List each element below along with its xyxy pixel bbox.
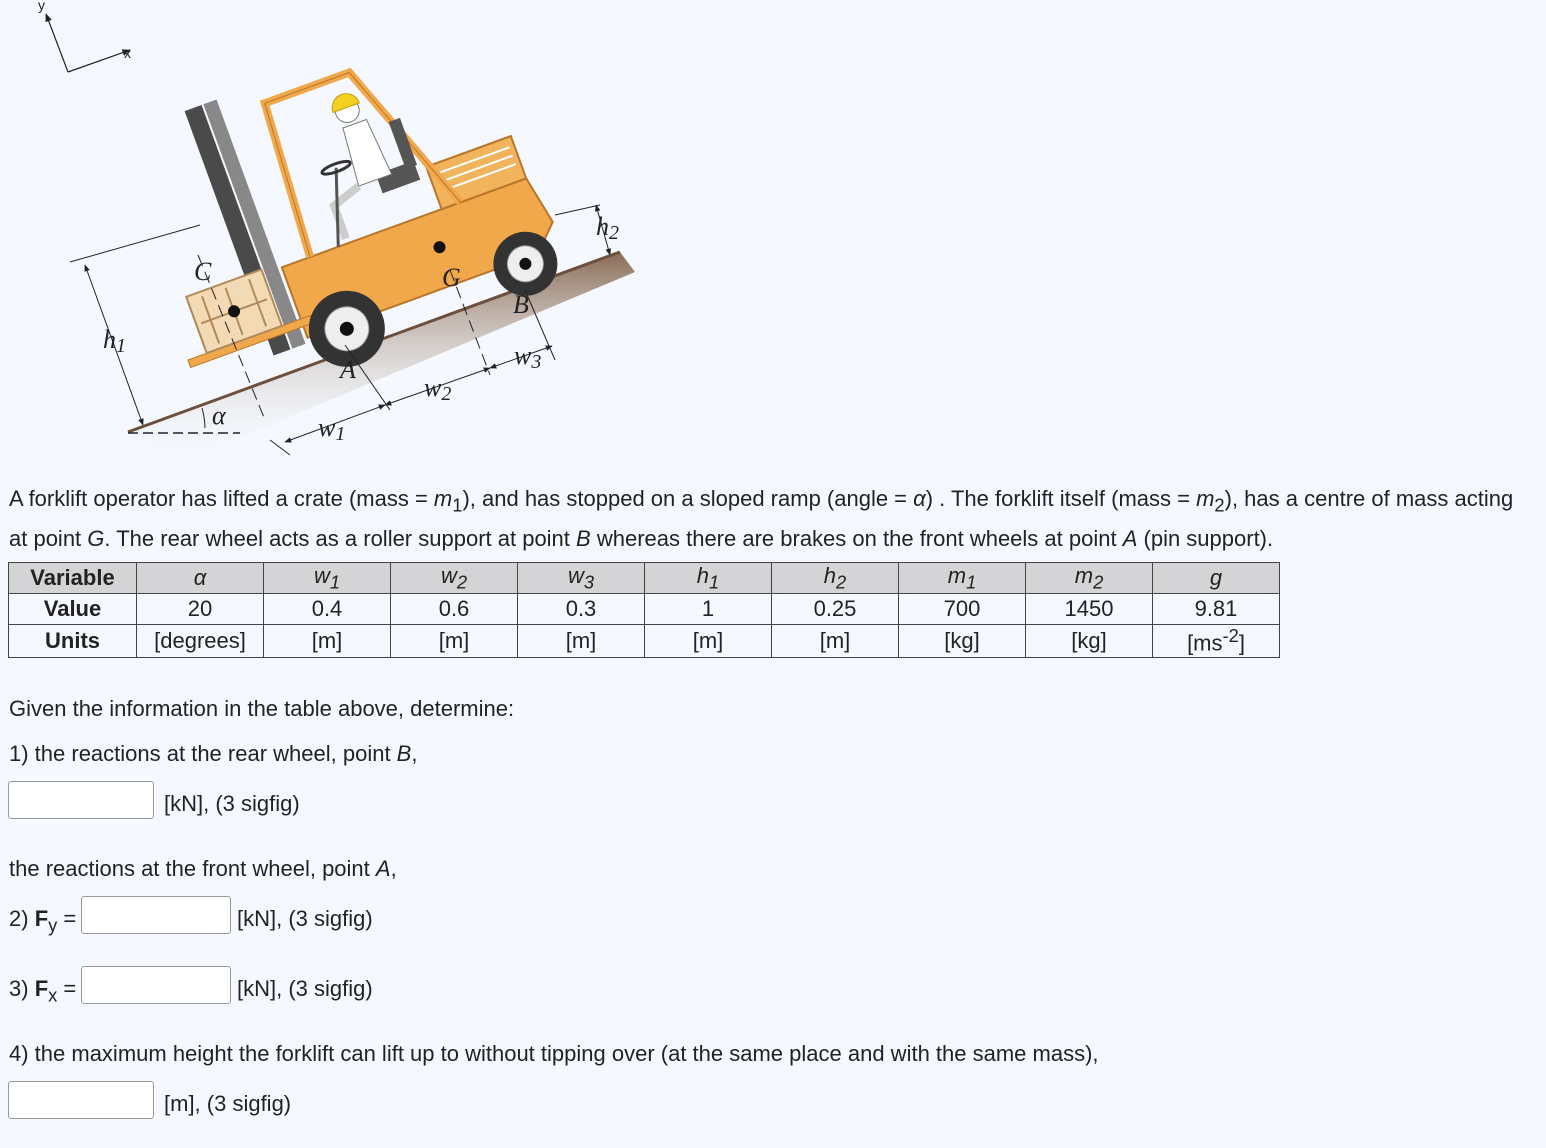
row-label-units: Units: [9, 625, 137, 657]
fy-reaction-input[interactable]: [81, 896, 231, 934]
variable-cell: [518, 563, 645, 594]
value-cell: 1450: [1026, 594, 1153, 625]
unit-text: [m]: [438, 628, 470, 654]
unit-text: [m]: [692, 628, 724, 654]
y-axis-label: y: [38, 0, 45, 13]
unit-text: [m]: [565, 628, 597, 654]
label-w1: w1: [318, 413, 346, 445]
unit-cell: [264, 625, 391, 657]
variable-cell: [264, 563, 391, 594]
label-A: A: [340, 355, 356, 384]
label-h2: h2: [596, 212, 619, 244]
unit-superscript: -2: [1222, 625, 1239, 647]
variable-symbol: h: [696, 563, 710, 588]
table-row-value: [9, 594, 1280, 625]
variable-cell: [1026, 563, 1153, 594]
variable-symbol: w: [567, 563, 584, 588]
question-4-unit: [m], (3 sigfig): [164, 1091, 292, 1116]
variable-subscript: 1: [709, 571, 720, 593]
label-w3: w3: [514, 341, 542, 373]
unit-text: [kg]: [1071, 628, 1107, 654]
label-alpha: α: [212, 401, 226, 430]
variable-symbol: m: [1074, 563, 1094, 588]
row-label-value: Value: [9, 594, 137, 625]
problem-statement: A forklift operator has lifted a crate (mass = $m_1$), and has stopped on a sloped ramp (angle = α) . The forklift itself (mass = $m_2$), has a centre of mass acting at point G. The rear wheel acts as a roller support at point B whereas there are brakes on the front wheels at point A (pin support).: [9, 486, 1514, 552]
question-1: 1) the reactions at the rear wheel, point B,: [9, 741, 418, 766]
variable-subscript: 1: [966, 571, 977, 593]
unit-cell: [1153, 625, 1280, 657]
unit-cell: [899, 625, 1026, 657]
coordinate-axes: [38, 0, 131, 72]
question-1-unit: [kN], (3 sigfig): [164, 791, 300, 816]
questions-lead: Given the information in the table above, determine:: [9, 696, 515, 721]
unit-text: [m]: [819, 628, 851, 654]
value-cell: 700: [899, 594, 1026, 625]
question-4: 4) the maximum height the forklift can lift up to without tipping over (at the same place and with the same mass),: [9, 1041, 1099, 1066]
label-h1: h1: [103, 325, 126, 357]
variable-subscript: 3: [583, 571, 595, 593]
variable-symbol: m: [947, 563, 967, 588]
variable-symbol: w: [313, 563, 330, 588]
question-2-unit: [kN], (3 sigfig): [237, 906, 373, 931]
label-C: C: [194, 257, 212, 286]
row-label-variable: Variable: [9, 563, 137, 594]
label-B: B: [513, 290, 529, 319]
table-row-units: [9, 625, 1280, 657]
variable-symbol: α: [193, 565, 207, 591]
fx-reaction-input[interactable]: [81, 966, 231, 1004]
question-3-unit: [kN], (3 sigfig): [237, 976, 373, 1001]
question-3-label: 3) $F_x$ =: [9, 976, 77, 1006]
unit-cell: [772, 625, 899, 657]
question-2-label: 2) $F_y$ =: [9, 906, 77, 936]
x-axis-label: x: [124, 45, 131, 61]
variable-subscript: 1: [329, 571, 341, 593]
variable-cell: [391, 563, 518, 594]
value-cell: 0.6: [391, 594, 518, 625]
variable-subscript: 2: [456, 571, 468, 593]
unit-text: [degrees]: [154, 628, 246, 654]
unit-text: [kg]: [944, 628, 980, 654]
forklift-diagram: [0, 0, 660, 470]
variable-cell: [1153, 563, 1280, 594]
variable-symbol: w: [440, 563, 457, 588]
variable-cell: [137, 563, 264, 594]
max-height-input[interactable]: [8, 1081, 154, 1119]
variable-symbol: h: [823, 563, 837, 588]
unit-text: [ms: [1187, 630, 1223, 656]
unit-cell: [1026, 625, 1153, 657]
variables-table: [8, 562, 1280, 658]
unit-cell: [645, 625, 772, 657]
value-cell: 20: [137, 594, 264, 625]
value-cell: 0.25: [772, 594, 899, 625]
unit-cell: [518, 625, 645, 657]
unit-end: ]: [1238, 630, 1245, 656]
variable-cell: [772, 563, 899, 594]
unit-text: [m]: [311, 628, 343, 654]
unit-cell: [391, 625, 518, 657]
front-wheel-lead: the reactions at the front wheel, point A,: [9, 856, 397, 881]
table-row-variable: [9, 563, 1280, 594]
variable-subscript: 2: [836, 571, 847, 593]
variable-subscript: 2: [1093, 571, 1104, 593]
rear-wheel-reaction-input[interactable]: [8, 781, 154, 819]
label-w2: w2: [424, 373, 452, 405]
value-cell: 1: [645, 594, 772, 625]
value-cell: 0.4: [264, 594, 391, 625]
variable-symbol: g: [1209, 565, 1223, 591]
variable-cell: [899, 563, 1026, 594]
label-G: G: [442, 263, 461, 292]
value-cell: 9.81: [1153, 594, 1280, 625]
variable-cell: [645, 563, 772, 594]
value-cell: 0.3: [518, 594, 645, 625]
unit-cell: [137, 625, 264, 657]
